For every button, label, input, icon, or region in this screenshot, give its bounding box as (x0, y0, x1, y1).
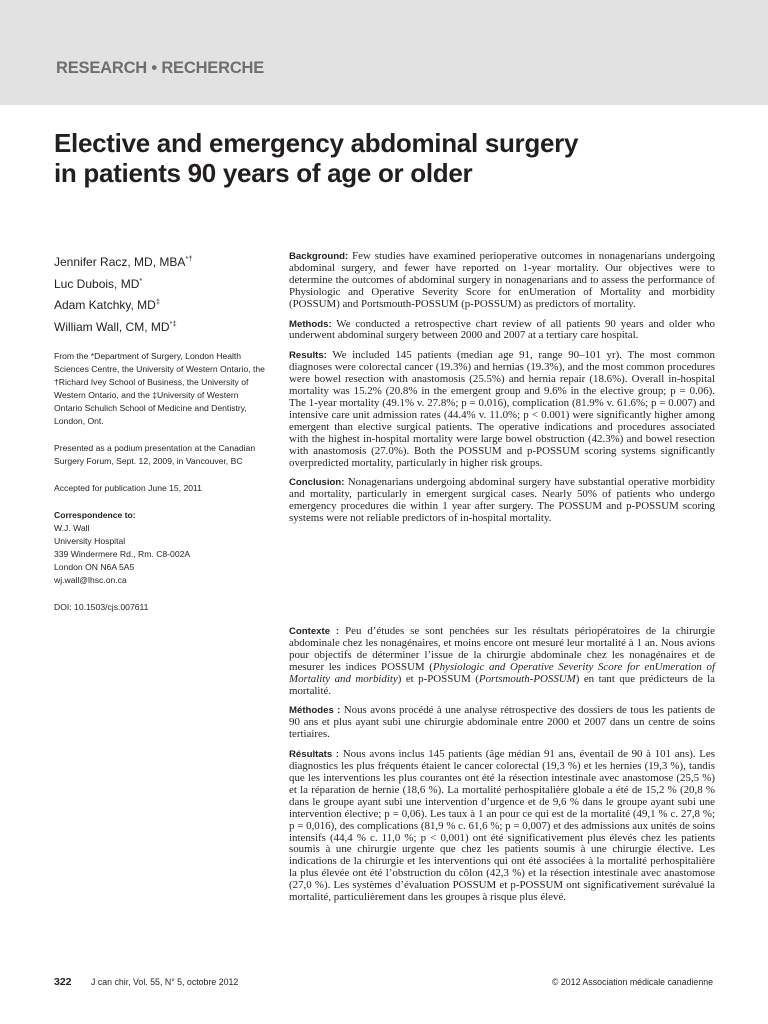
conclusion-paragraph: Conclusion: Nonagenarians undergoing abdominal surgery have substantial operative morbidity and mortality, particularly in emergent surgical cases. Nearly 50% of patients who undergo emergency procedures die within 1 year after surgery. The POSSUM and p-POSSUM scoring systems were not reliable predictors of in-hospital mortality. (289, 476, 715, 525)
results-label: Results: (289, 350, 327, 362)
correspondence-email[interactable]: wj.wall@lhsc.on.ca (54, 575, 127, 586)
results-paragraph: Results: We included 145 patients (median age 91, range 90–101 yr). The most common diagnoses were colorectal cancer (19.3%) and hernias (19.3%), and the most common procedures were bowel resection with anastomosis (25.5%) and hernia repair (18.6%). Overall in-hospital mortality was 15.2% (20.8% in the emergent group and 9.6% in the elective group; p = 0.06). The 1-year mortality (49.1% v. 27.8%; p = 0.016), complication (81.9% v. 61.6%; p = 0.007) and intensive care unit admission rates (44.4% v. 11.0%; p < 0.001) were significantly higher among emergent than elective surgical patients. The operative indications and procedures associated with the highest in-hospital mortality were large bowel obstruction (42.3%) and bowel resection with anastomosis (27.0%). Both the POSSUM and p-POSSUM scoring systems significantly overpredicted mortality, particularly in higher risk groups. (289, 349, 716, 469)
accepted-note: Accepted for publication June 15, 2011 (54, 483, 202, 494)
title-line-1: Elective and emergency abdominal surgery (54, 128, 579, 158)
article-title (54, 128, 694, 188)
correspondence (54, 509, 269, 587)
correspondence-heading: Correspondence to: (54, 510, 136, 521)
methodes-paragraph: Méthodes : Nous avons procédé à une analyse rétrospective des dossiers de tous les patients de 90 ans et plus ayant subi une chirurgie abdominale entre 2000 et 2007 dans un centre de soins tertiaires. (289, 704, 715, 741)
correspondence-line: London ON N6A 5A5 (54, 562, 135, 573)
conclusion-label: Conclusion: (289, 477, 345, 489)
methods-label: Methods: (289, 318, 332, 330)
affiliation: From the *Department of Surgery, London Health Sciences Centre, the University of Western Ontario, the †Richard Ivey School of Business, the University of Western Ontario, and the ‡University of Western Ontario Schulich School of Medicine and Dentistry, London, Ont. (54, 351, 265, 427)
contexte-paragraph: Contexte : Peu d’études se sont penchées sur les résultats périopératoires de la chirurgie abdominale chez les nonagénaires, et moins encore ont mesuré leur mortalité à 1 an. Nous avions pour objectifs de déterminer l’issue de la chirurgie abdominale chez les nonagénaires et de mesurer les indices POSSUM (Physiologic and Operative Severity Score for enUmeration of Mortality and morbidity) et p-POSSUM (Portsmouth-POSSUM) en tant que prédicteurs de la mortalité. (289, 625, 716, 697)
abstract-english (289, 251, 715, 533)
background-paragraph: Background: Few studies have examined perioperative outcomes in nonagenarians undergoing abdominal surgery, and fewer have reported on 1-year mortality. Our objectives were to determine the outcomes of abdominal surgery in nonagenarians and to assess the performance of Physiologic and Operative Severity Score for enUmeration of Mortality and morbidity (POSSUM) and Portsmouth-POSSUM (p-POSSUM) as predictors of mortality. (289, 250, 715, 310)
resultats-label: Résultats : (289, 749, 340, 761)
author: William Wall, CM, MD*‡ (54, 318, 177, 334)
abstract-french (289, 626, 715, 912)
header-banner (0, 0, 768, 105)
left-sidebar (54, 250, 269, 614)
resultats-paragraph: Résultats : Nous avons inclus 145 patients (âge médian 91 ans, éventail de 90 à 101 ans). Les diagnostics les plus fréquents étaient le cancer colorectal (19,3 %) et les hernies (19,3 %), tandis que les interventions les plus courantes ont été la résection intestinale avec anastomose (25,5 %) et la réparation de hernie (18,6 %). La mortalité perhospitalière globale a été de 15,2 % (20,8 % dans le groupe ayant subi une intervention d’urgence et de 9,6 % dans le groupe ayant subi une intervention élective; p = 0,06). Les taux à 1 an pour ce qui est de la mortalité (49,1 % c. 27,8 %; p = 0,016), des complications (81,9 % c. 61,6 %; p = 0,007) et des admissions aux unités de soins intensifs (44,4 % c. 11,0 %; p < 0,001) ont été significativement plus élevés chez les patients soumis à une chirurgie urgente que chez les patients soumis à une chirurgie élective. Les indications de la chirurgie et les interventions qui ont été associées à la mortalité perhospitalière la plus élevée ont été l’obstruction du côlon (42,3 %) et la résection intestinale avec anastomose (27,0 %). Les systèmes d’évaluation POSSUM et p-POSSUM ont significativement surévalué la mortalité, particulièrement dans les groupes à risque plus élevé. (289, 748, 715, 904)
journal-citation: J can chir, Vol. 55, N° 5, octobre 2012 (91, 977, 239, 987)
author-list (54, 250, 269, 336)
author: Adam Katchky, MD‡ (54, 297, 160, 313)
title-line-2: in patients 90 years of age or older (54, 158, 473, 188)
presentation-note: Presented as a podium presentation at the Canadian Surgery Forum, Sept. 12, 2009, in Vancouver, BC (54, 443, 256, 467)
copyright: © 2012 Association médicale canadienne (551, 977, 713, 987)
background-label: Background: (289, 251, 349, 262)
methods-paragraph: Methods: We conducted a retrospective chart review of all patients 90 years and older who underwent abdominal surgery between 2000 and 2007 at a tertiary care hospital. (289, 317, 716, 342)
correspondence-line: W.J. Wall (54, 523, 90, 534)
section-label: RESEARCH • RECHERCHE (56, 59, 265, 77)
correspondence-line: University Hospital (54, 536, 126, 547)
page-number: 322 (54, 976, 72, 988)
author: Luc Dubois, MD* (54, 275, 143, 291)
doi[interactable]: DOI: 10.1503/cjs.007611 (54, 602, 149, 613)
contexte-label: Contexte : (289, 626, 340, 637)
author: Jennifer Racz, MD, MBA*† (54, 254, 193, 269)
side-notes (54, 350, 269, 614)
correspondence-line: 339 Windermere Rd., Rm. C8-002A (54, 549, 191, 560)
methodes-label: Méthodes : (289, 705, 341, 717)
